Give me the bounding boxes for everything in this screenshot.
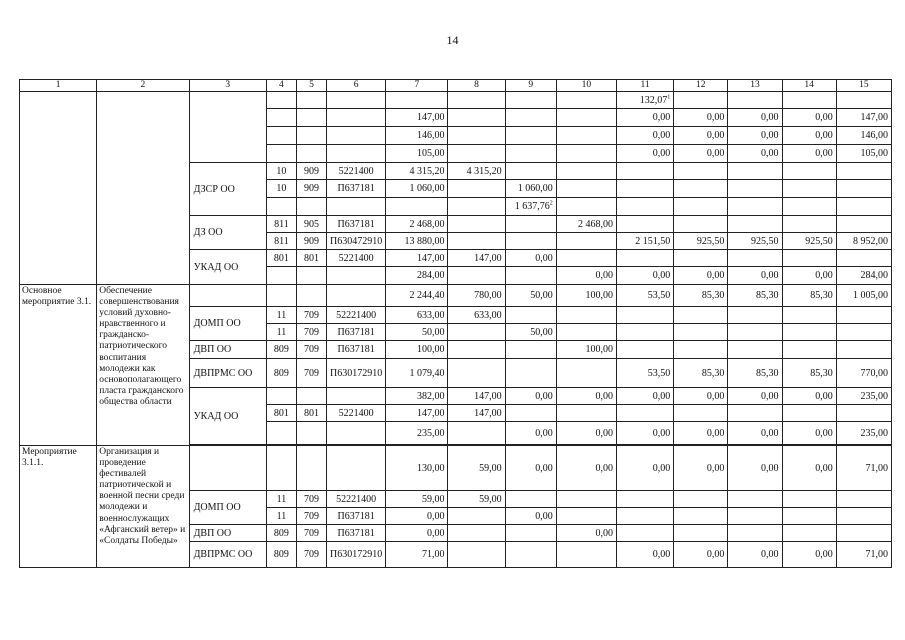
table-cell: 925,50 <box>674 233 728 250</box>
table-cell: 2 244,40 <box>386 285 448 307</box>
cell-empty <box>97 92 189 285</box>
table-cell: 0,00 <box>617 388 674 405</box>
table-cell: П630472910 <box>327 233 386 250</box>
table-cell: 100,00 <box>386 341 448 359</box>
department-label: ДВПРМС ОО <box>189 542 266 568</box>
table-cell: 809 <box>266 341 296 359</box>
activity-name: Мероприятие 3.1.1. <box>20 446 97 568</box>
table-cell: 2 151,50 <box>617 233 674 250</box>
table-cell: 0,00 <box>728 446 782 491</box>
header-row <box>20 80 892 92</box>
table-cell: П637181 <box>327 180 386 198</box>
table-cell: П637181 <box>327 216 386 233</box>
table-cell: 0,00 <box>617 109 674 127</box>
table-cell: 52221400 <box>327 491 386 508</box>
table-cell: 11 <box>266 491 296 508</box>
table-cell: 801 <box>296 250 326 267</box>
col-header: 4 <box>266 80 296 92</box>
department-label: УКАД ОО <box>189 250 266 285</box>
table-cell: 85,30 <box>674 359 728 388</box>
table-cell: 0,00 <box>617 542 674 568</box>
table-cell: 105,00 <box>836 145 891 163</box>
table-cell: П637181 <box>327 525 386 542</box>
table-cell: 11 <box>266 307 296 324</box>
table-cell: 811 <box>266 216 296 233</box>
table-cell: П637181 <box>327 508 386 525</box>
table-cell: 284,00 <box>386 267 448 285</box>
table-cell: 4 315,20 <box>448 163 505 180</box>
table-cell: 709 <box>296 525 326 542</box>
table-cell: 0,00 <box>505 508 556 525</box>
table-row <box>20 285 892 307</box>
table-cell: 235,00 <box>386 422 448 445</box>
cell-empty <box>20 92 97 285</box>
table-cell: 11 <box>266 508 296 525</box>
table-cell: 801 <box>296 405 326 422</box>
table-cell: 709 <box>296 359 326 388</box>
table-cell: 811 <box>266 233 296 250</box>
table-cell: П630172910 <box>327 359 386 388</box>
table-cell: 71,00 <box>836 542 891 568</box>
table-cell: 0,00 <box>556 267 616 285</box>
table-cell: 0,00 <box>674 145 728 163</box>
table-cell: 4 315,20 <box>386 163 448 180</box>
department-label: УКАД ОО <box>189 388 266 445</box>
table-cell: 909 <box>296 233 326 250</box>
table-cell: 0,00 <box>617 145 674 163</box>
table-row <box>20 92 892 109</box>
table-cell: 709 <box>296 508 326 525</box>
budget-table <box>19 79 892 568</box>
table-cell: 0,00 <box>556 525 616 542</box>
table-cell: 382,00 <box>386 388 448 405</box>
table-cell: 0,00 <box>505 422 556 445</box>
table-cell: 0,00 <box>505 250 556 267</box>
table-cell: 925,50 <box>728 233 782 250</box>
page-number: 14 <box>446 33 459 47</box>
col-header: 11 <box>617 80 674 92</box>
table-cell: 0,00 <box>617 267 674 285</box>
table-cell: 1 060,00 <box>505 180 556 198</box>
table-cell: 147,00 <box>386 109 448 127</box>
table-cell: 770,00 <box>836 359 891 388</box>
table-cell: 0,00 <box>556 422 616 445</box>
table-cell: 0,00 <box>556 388 616 405</box>
table-cell: 284,00 <box>836 267 891 285</box>
table-cell: 809 <box>266 359 296 388</box>
table-cell: 1 637,76$^2$ <box>505 198 556 216</box>
col-header: 8 <box>448 80 505 92</box>
table-cell: 130,00 <box>386 446 448 491</box>
table-cell: 0,00 <box>386 508 448 525</box>
table-cell: 0,00 <box>782 109 836 127</box>
table-cell: П637181 <box>327 341 386 359</box>
col-header: 12 <box>674 80 728 92</box>
table-cell: 0,00 <box>617 422 674 445</box>
col-header: 14 <box>782 80 836 92</box>
table-cell: 909 <box>296 180 326 198</box>
table-cell: 1 079,40 <box>386 359 448 388</box>
table-cell: 11 <box>266 324 296 341</box>
table-cell: 50,00 <box>505 285 556 307</box>
department-label: ДВП ОО <box>189 525 266 542</box>
department-label: ДЗ ОО <box>189 216 266 250</box>
table-cell: 53,50 <box>617 359 674 388</box>
table-cell: 5221400 <box>327 405 386 422</box>
department-label: ДВП ОО <box>189 341 266 359</box>
table-cell: 0,00 <box>556 446 616 491</box>
table-cell: 0,00 <box>674 422 728 445</box>
table-cell: 5221400 <box>327 250 386 267</box>
table-cell: 147,00 <box>836 109 891 127</box>
table-cell: П637181 <box>327 324 386 341</box>
activity-name: Основное мероприятие 3.1. <box>20 285 97 446</box>
table-cell: 0,00 <box>728 145 782 163</box>
table-cell: 100,00 <box>556 341 616 359</box>
table-cell: 633,00 <box>448 307 505 324</box>
table-cell: 85,30 <box>728 285 782 307</box>
table-cell: 0,00 <box>674 127 728 145</box>
col-header: 7 <box>386 80 448 92</box>
table-cell: 709 <box>296 491 326 508</box>
table-cell: 85,30 <box>728 359 782 388</box>
col-header: 5 <box>296 80 326 92</box>
table-cell: 0,00 <box>505 446 556 491</box>
table-cell: 100,00 <box>556 285 616 307</box>
table-cell: 59,00 <box>386 491 448 508</box>
table-cell: 633,00 <box>386 307 448 324</box>
table-cell: 52221400 <box>327 307 386 324</box>
col-header: 1 <box>20 80 97 92</box>
table-cell: 105,00 <box>386 145 448 163</box>
table-cell: 1 060,00 <box>386 180 448 198</box>
col-header: 3 <box>189 80 266 92</box>
department-label: ДВПРМС ОО <box>189 359 266 388</box>
table-cell: 709 <box>296 324 326 341</box>
table-cell: 709 <box>296 307 326 324</box>
table-cell: 809 <box>266 542 296 568</box>
table-cell: 147,00 <box>448 405 505 422</box>
table-cell: 801 <box>266 405 296 422</box>
table-cell: 709 <box>296 542 326 568</box>
table-cell: 0,00 <box>674 109 728 127</box>
table-cell: П630172910 <box>327 542 386 568</box>
col-header: 15 <box>836 80 891 92</box>
table-cell: 0,00 <box>782 145 836 163</box>
table-cell: 0,00 <box>728 388 782 405</box>
table-cell: 0,00 <box>782 542 836 568</box>
table-row <box>20 446 892 491</box>
table-cell: 0,00 <box>728 109 782 127</box>
table-cell: 59,00 <box>448 446 505 491</box>
table-cell: 147,00 <box>448 388 505 405</box>
table-cell: 50,00 <box>386 324 448 341</box>
department-label: ДОМП ОО <box>189 491 266 525</box>
table-cell: 50,00 <box>505 324 556 341</box>
table-cell: 59,00 <box>448 491 505 508</box>
table-cell: 0,00 <box>386 525 448 542</box>
table-cell: 0,00 <box>782 127 836 145</box>
table-cell: 2 468,00 <box>386 216 448 233</box>
table-cell: 801 <box>266 250 296 267</box>
table-cell: 0,00 <box>674 446 728 491</box>
table-cell: 147,00 <box>386 250 448 267</box>
table-cell: 0,00 <box>674 542 728 568</box>
table-cell: 53,50 <box>617 285 674 307</box>
table-cell: 10 <box>266 180 296 198</box>
table-cell: 0,00 <box>505 388 556 405</box>
table-cell: 71,00 <box>836 446 891 491</box>
table-cell: 925,50 <box>782 233 836 250</box>
table-cell: 147,00 <box>448 250 505 267</box>
table-cell: 709 <box>296 341 326 359</box>
col-header: 10 <box>556 80 616 92</box>
table-cell: 0,00 <box>782 446 836 491</box>
table-cell: 8 952,00 <box>836 233 891 250</box>
table-cell: 905 <box>296 216 326 233</box>
table-cell: 2 468,00 <box>556 216 616 233</box>
col-header: 9 <box>505 80 556 92</box>
table-cell: 0,00 <box>728 422 782 445</box>
table-cell: 809 <box>266 525 296 542</box>
table-cell: 5221400 <box>327 163 386 180</box>
col-header: 2 <box>97 80 189 92</box>
table-cell: 0,00 <box>782 267 836 285</box>
col-header: 6 <box>327 80 386 92</box>
table-cell: 909 <box>296 163 326 180</box>
table-cell: 780,00 <box>448 285 505 307</box>
table-cell: 85,30 <box>782 285 836 307</box>
table-cell: 1 005,00 <box>836 285 891 307</box>
table-cell: 0,00 <box>782 388 836 405</box>
table-cell: 0,00 <box>728 267 782 285</box>
table-cell: 13 880,00 <box>386 233 448 250</box>
table-cell: 132,07$^1$ <box>617 92 674 109</box>
table-cell: 85,30 <box>782 359 836 388</box>
table-cell: 71,00 <box>386 542 448 568</box>
table-cell: 0,00 <box>674 388 728 405</box>
cell-empty <box>189 92 266 163</box>
table-cell: 235,00 <box>836 422 891 445</box>
table-cell: 10 <box>266 163 296 180</box>
department-label: ДОМП ОО <box>189 307 266 341</box>
activity-description: Обеспечение совершенствования условий духовно-нравственного и гражданско-патриотического воспитания молодежи как основополагающего пласта гражданского общества области <box>97 285 189 446</box>
table-cell: 0,00 <box>674 267 728 285</box>
table-cell: 0,00 <box>728 542 782 568</box>
table-cell: 0,00 <box>782 422 836 445</box>
table-cell: 0,00 <box>728 127 782 145</box>
table-cell: 146,00 <box>836 127 891 145</box>
table-cell: 146,00 <box>386 127 448 145</box>
table-cell: 85,30 <box>674 285 728 307</box>
table-cell: 147,00 <box>386 405 448 422</box>
table-cell: 0,00 <box>617 127 674 145</box>
table-cell: 0,00 <box>617 446 674 491</box>
department-label: ДЗСР ОО <box>189 163 266 216</box>
col-header: 13 <box>728 80 782 92</box>
table-cell: 235,00 <box>836 388 891 405</box>
activity-description: Организация и проведение фестивалей патриотической и военной песни среди молодежи и военнослужащих «Афганский ветер» и «Солдаты Победы» <box>97 446 189 568</box>
